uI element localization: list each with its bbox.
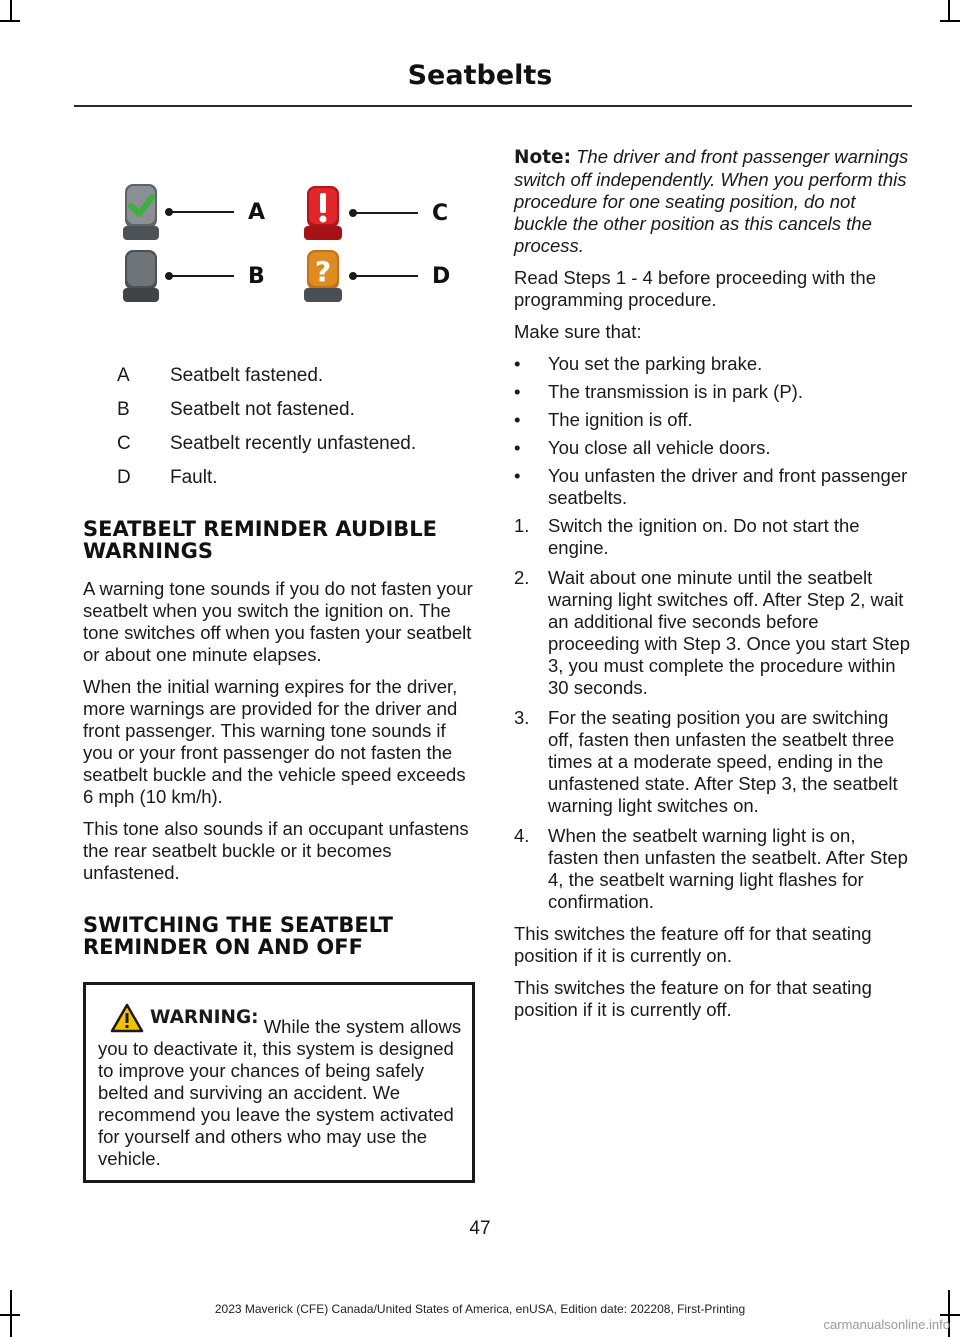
legend-row [83,364,475,388]
body-paragraph: Make sure that: [514,321,642,342]
warning-text: While the system allows you to deactivate it, this system is designed to improve your chances of being safely belted and surviving an accident. We recommend you leave the system activated for yourself and others who may use the vehicle. [98,1016,462,1169]
left-column [83,140,475,1183]
warning-box [83,982,475,1183]
svg-text:?: ? [314,255,332,288]
warning-triangle-icon [110,1003,144,1033]
step-item [514,567,910,699]
step-number: 4. [514,825,530,846]
legend-key: A [117,365,130,386]
list-item-text: You close all vehicle doors. [548,437,771,458]
edition-footer: 2023 Maverick (CFE) Canada/United States of America, enUSA, Edition date: 202208, First-Printing [214,1302,746,1316]
warning-header [98,1003,259,1033]
note-paragraph [514,146,910,257]
leader-line [169,275,234,277]
list-item [514,465,910,509]
watermark: carmanualsonline.info [823,1317,950,1332]
body-paragraph: When the initial warning expires for the driver, more warnings are provided for the driver and front passenger. This warning tone sounds if you or your front passenger do not fasten the seatbelt buckle and the vehicle speed exceeds 6 mph (10 km/h). [83,676,466,807]
label-a: A [248,199,266,225]
step-text: When the seatbelt warning light is on, fasten then unfasten the seatbelt. After Step 4, the seatbelt warning light flashes for confirmation. [548,825,908,912]
seat-not-fastened-icon [121,248,161,304]
legend-row [83,398,475,422]
legend-text: Fault. [170,467,218,488]
body-paragraph: This tone also sounds if an occupant unfastens the rear seatbelt buckle or it becomes unfastened. [83,818,469,883]
step-text: Wait about one minute until the seatbelt warning light switches off. After Step 2, wait an additional five seconds before proceeding with Step 3. Once you start Step 3, you must complete the procedure within 30 seconds. [548,567,910,698]
list-item [514,353,910,375]
section-heading-switching-reminder: SWITCHING THE SEATBELT REMINDER ON AND OFF [83,913,393,959]
header-divider [74,105,912,107]
step-number: 3. [514,707,530,728]
bullet-icon: • [514,381,521,402]
legend-key: C [117,433,131,454]
leader-line [353,212,418,214]
body-paragraph: This switches the feature off for that seating position if it is currently on. [514,923,872,966]
list-item [514,437,910,459]
label-c: C [432,200,449,226]
seatbelt-indicator-figure [83,140,475,340]
bullet-icon: • [514,437,521,458]
step-number: 1. [514,515,530,536]
legend-text: Seatbelt recently unfastened. [170,433,417,454]
legend-text: Seatbelt fastened. [170,365,324,386]
list-item-text: You set the parking brake. [548,353,763,374]
crop-mark [948,0,950,20]
step-item [514,515,910,559]
indicator-row-c [301,184,448,242]
legend-text: Seatbelt not fastened. [170,399,355,420]
indicator-row-a [121,182,265,242]
bullet-icon: • [514,353,521,374]
step-item [514,825,910,913]
list-item-text: You unfasten the driver and front passenger seatbelts. [548,465,908,508]
note-label: Note: [514,147,571,168]
section-heading-audible-warnings: SEATBELT REMINDER AUDIBLE WARNINGS [83,517,438,563]
warning-label: WARNING: [150,1007,259,1028]
label-d: D [432,263,451,289]
procedure-steps [514,515,910,913]
right-column [514,146,910,1031]
list-item [514,381,910,403]
indicator-row-b [121,248,265,304]
crop-mark [10,0,12,20]
crop-mark [0,20,20,22]
precondition-list [514,353,910,509]
seat-unfastened-warning-icon [301,184,345,242]
list-item-text: The transmission is in park (P). [548,381,803,402]
indicator-row-d [301,248,450,304]
seat-fault-icon [301,248,345,304]
bullet-icon: • [514,409,521,430]
step-text: Switch the ignition on. Do not start the engine. [548,515,860,558]
legend-row [83,466,475,490]
seat-fastened-icon [121,182,161,242]
step-item [514,707,910,817]
leader-line [169,211,234,213]
body-paragraph: This switches the feature on for that seating position if it is currently off. [514,977,872,1020]
bullet-icon: • [514,465,521,486]
step-number: 2. [514,567,530,588]
step-text: For the seating position you are switching off, fasten then unfasten the seatbelt three times at a moderate speed, ending in the unfastened state. After Step 3, the seatbelt warning light switches on. [548,707,898,816]
figure-legend [83,364,475,490]
legend-key: D [117,467,131,488]
crop-mark [940,20,960,22]
legend-row [83,432,475,456]
note-text: The driver and front passenger warnings switch off independently. When you perform this procedure for one seating position, do not buckle the other position as this cancels the process. [514,146,909,256]
body-paragraph: Read Steps 1 - 4 before proceeding with the programming procedure. [514,267,877,310]
list-item-text: The ignition is off. [548,409,693,430]
leader-line [353,275,418,277]
page-title: Seatbelts [407,60,553,91]
body-paragraph: A warning tone sounds if you do not fasten your seatbelt when you switch the ignition on. The tone switches off when you fasten your seatbelt or about one minute elapses. [83,578,473,665]
page-number: 47 [469,1218,491,1239]
legend-key: B [117,399,130,420]
list-item [514,409,910,431]
label-b: B [248,263,265,289]
